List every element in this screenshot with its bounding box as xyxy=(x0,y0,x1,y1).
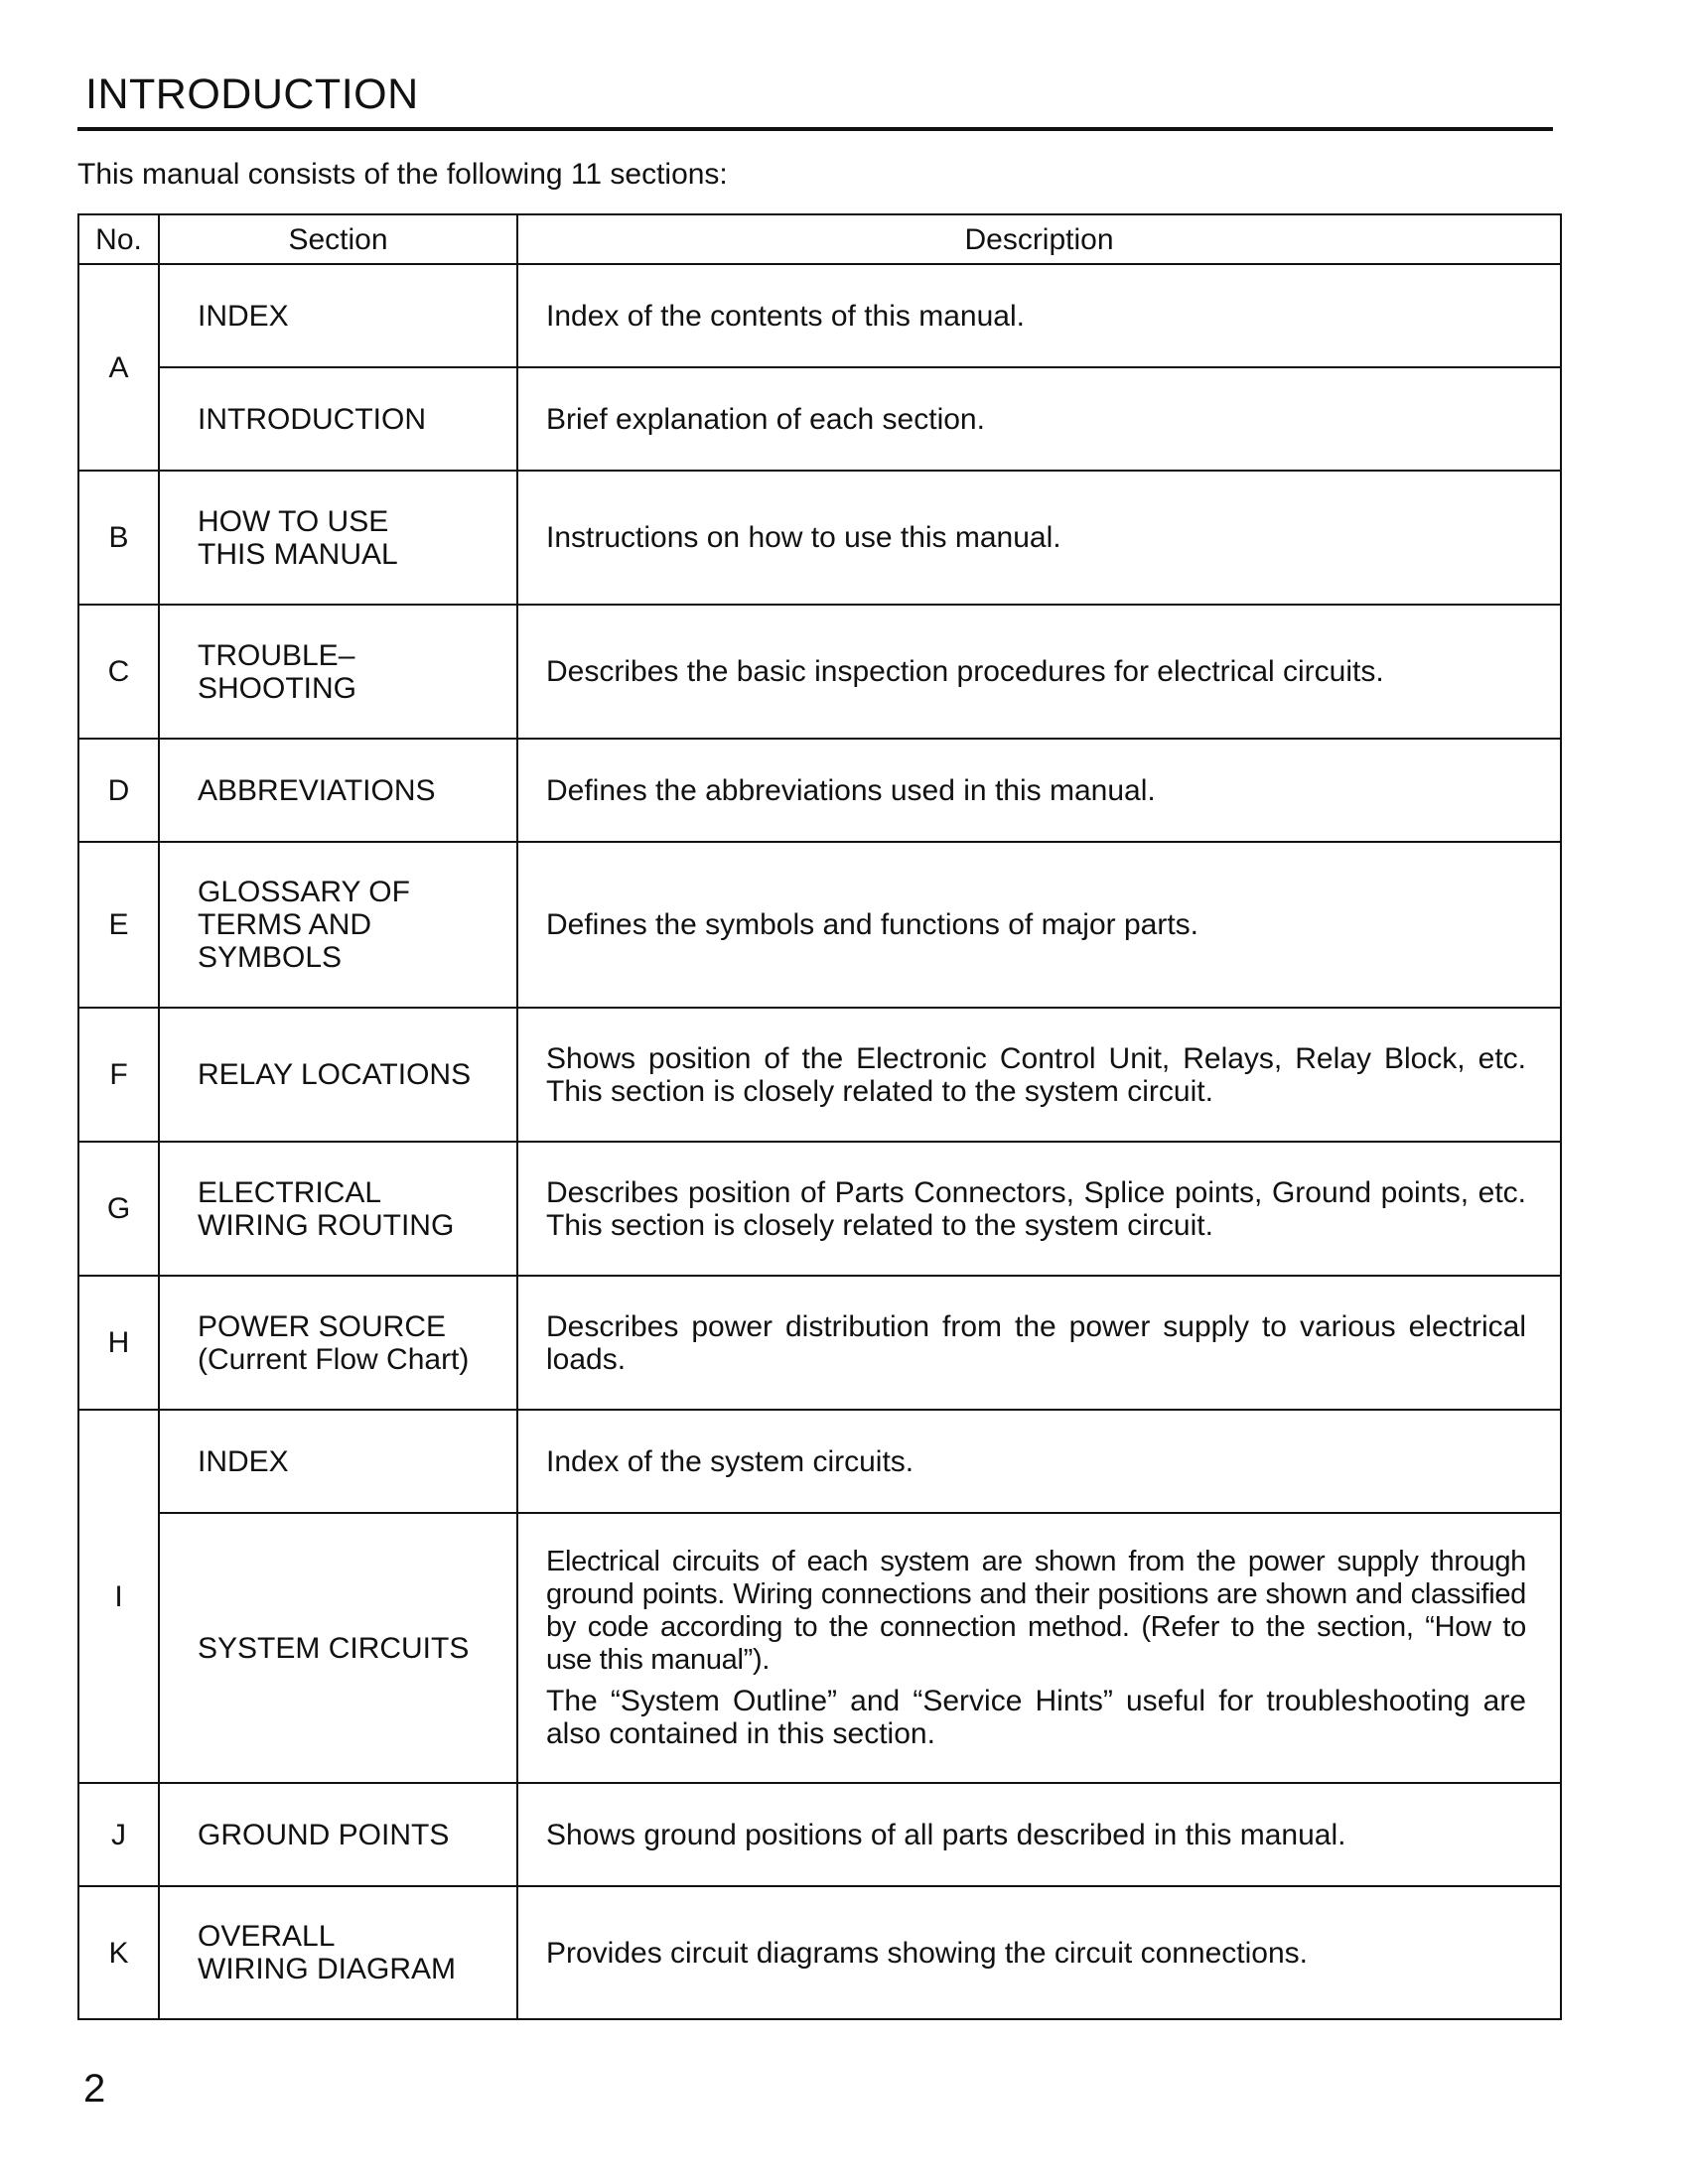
section-name: HOW TO USE THIS MANUAL xyxy=(159,471,517,605)
section-name: OVERALL WIRING DIAGRAM xyxy=(159,1886,517,2019)
section-description xyxy=(517,1783,1561,1886)
table-row xyxy=(78,739,1561,842)
section-description xyxy=(517,1410,1561,1513)
table-row xyxy=(78,367,1561,471)
section-description xyxy=(517,471,1561,605)
title-divider xyxy=(77,127,1553,131)
description-text: Index of the contents of this manual. xyxy=(546,299,1025,333)
description-text: Shows position of the Electronic Control Unit, Relays, Relay Block, etc. This section is closely related to the system circuit. xyxy=(546,1041,1526,1108)
section-letter: B xyxy=(78,471,159,605)
page-number: 2 xyxy=(83,2067,106,2111)
description-text: Defines the abbreviations used in this manual. xyxy=(546,773,1156,807)
section-description xyxy=(517,1008,1561,1142)
table-row xyxy=(78,1142,1561,1276)
section-name: POWER SOURCE (Current Flow Chart) xyxy=(159,1276,517,1410)
description-text: Describes position of Parts Connectors, Splice points, Ground points, etc. This section is closely related to the system circuit. xyxy=(546,1175,1526,1242)
table-row xyxy=(78,1513,1561,1783)
section-name: ABBREVIATIONS xyxy=(159,739,517,842)
description-text: Defines the symbols and functions of major parts. xyxy=(546,908,1198,941)
section-name: ELECTRICAL WIRING ROUTING xyxy=(159,1142,517,1276)
description-text: Shows ground positions of all parts described in this manual. xyxy=(546,1818,1346,1851)
section-letter: C xyxy=(78,605,159,739)
section-name: GLOSSARY OF TERMS AND SYMBOLS xyxy=(159,842,517,1008)
table-row xyxy=(78,1886,1561,2019)
section-name: GROUND POINTS xyxy=(159,1783,517,1886)
table-row xyxy=(78,1783,1561,1886)
column-header-no: No. xyxy=(78,214,159,264)
section-letter: A xyxy=(78,264,159,471)
description-text: Provides circuit diagrams showing the circuit connections. xyxy=(546,1936,1309,1970)
table-row xyxy=(78,471,1561,605)
description-text: Brief explanation of each section. xyxy=(546,402,985,436)
section-description xyxy=(517,1142,1561,1276)
section-description xyxy=(517,367,1561,471)
section-letter: E xyxy=(78,842,159,1008)
intro-text: This manual consists of the following 11 sections: xyxy=(77,158,728,191)
section-description xyxy=(517,264,1561,367)
section-description xyxy=(517,1276,1561,1410)
description-text: Describes the basic inspection procedures for electrical circuits. xyxy=(546,655,1384,688)
section-description xyxy=(517,605,1561,739)
table-row xyxy=(78,842,1561,1008)
section-letter: H xyxy=(78,1276,159,1410)
description-text: Electrical circuits of each system are shown from the power supply through ground points. Wiring connections and their positions are shown and classified by code according to the connection method. (Refer to the section, “How to use this manual”). xyxy=(546,1546,1526,1676)
description-text: Instructions on how to use this manual. xyxy=(546,521,1061,554)
description-text: Describes power distribution from the power supply to various electrical loads. xyxy=(546,1309,1526,1376)
table-row xyxy=(78,264,1561,367)
section-description xyxy=(517,1886,1561,2019)
table-row xyxy=(78,1008,1561,1142)
section-letter: D xyxy=(78,739,159,842)
section-letter: G xyxy=(78,1142,159,1276)
section-description xyxy=(517,842,1561,1008)
section-letter: F xyxy=(78,1008,159,1142)
description-text: The “System Outline” and “Service Hints” useful for troubleshooting are also contained in this section. xyxy=(546,1685,1526,1750)
section-name: INDEX xyxy=(159,264,517,367)
column-header-description: Description xyxy=(517,214,1561,264)
section-name: INTRODUCTION xyxy=(159,367,517,471)
column-header-section: Section xyxy=(159,214,517,264)
section-name: TROUBLE– SHOOTING xyxy=(159,605,517,739)
section-name: SYSTEM CIRCUITS xyxy=(159,1513,517,1783)
section-description xyxy=(517,1513,1561,1783)
section-name: INDEX xyxy=(159,1410,517,1513)
table-row xyxy=(78,1276,1561,1410)
section-name: RELAY LOCATIONS xyxy=(159,1008,517,1142)
page-title: INTRODUCTION xyxy=(85,70,419,118)
table-row xyxy=(78,1410,1561,1513)
sections-table xyxy=(77,213,1562,2020)
section-letter: J xyxy=(78,1783,159,1886)
section-letter: K xyxy=(78,1886,159,2019)
table-header-row xyxy=(78,214,1561,264)
section-description xyxy=(517,739,1561,842)
table-row xyxy=(78,605,1561,739)
description-text: Index of the system circuits. xyxy=(546,1444,914,1478)
section-letter: I xyxy=(78,1410,159,1783)
